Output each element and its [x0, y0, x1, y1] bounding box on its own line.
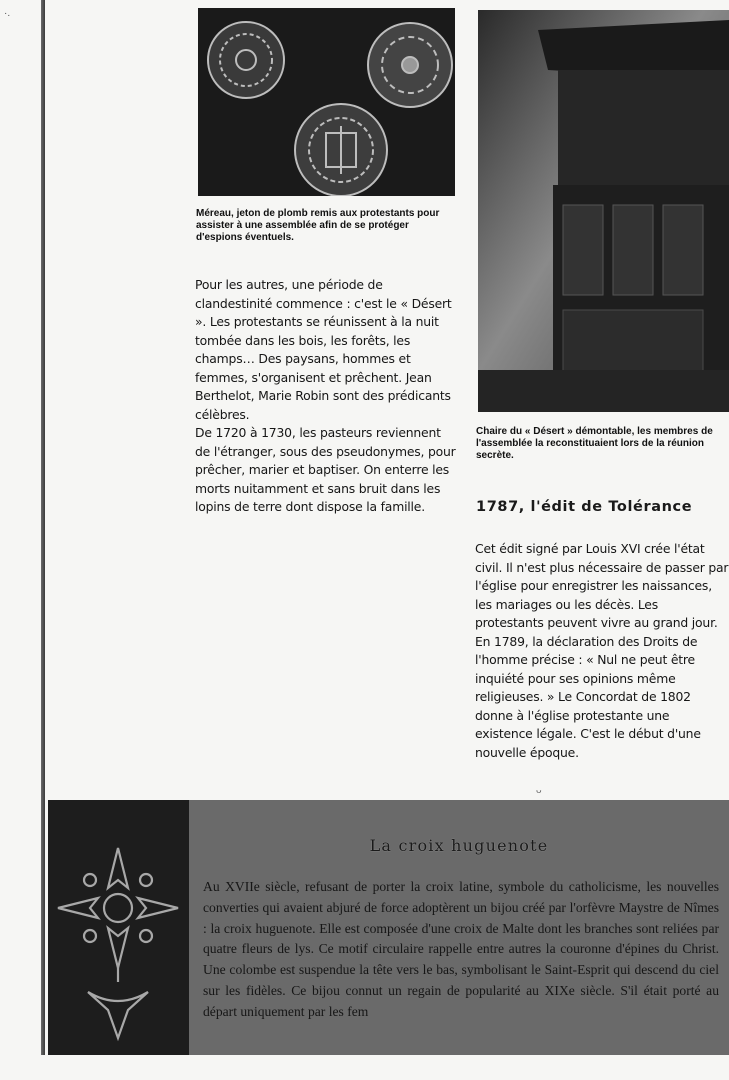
- right-column-text: [475, 540, 729, 762]
- photo-mereau-tokens: [198, 8, 455, 196]
- paragraph-edict: Cet édit signé par Louis XVI crée l'état civil. Il n'est plus nécessaire de passer par l'église pour enregistrer les naissances, les mariages ou les décès. Les protestants peuvent vivre au grand jour. En 1789, la déclaration des Droits de l'homme précise : « Nul ne peut être inquiété pour ses opinions même religieuses. » Le Concordat de 1802 donne à l'église protestante une existence légale. C'est le début d'une nouvelle époque.: [475, 541, 729, 760]
- scan-mark: ᴗ: [536, 785, 542, 796]
- left-column-text: [195, 276, 457, 517]
- paragraph-desert: Pour les autres, une période de clandestinité commence : c'est le « Désert ». Les protestants se réunissent à la nuit tombée dans les bois, les forêts, les champs… Des paysans, hommes et femmes, s'organisent et prêchent. Jean Berthelot, Marie Robin sont des prédicants célèbres.: [195, 277, 452, 422]
- caption-pulpit: Chaire du « Désert » démontable, les membres de l'assemblée la reconstituaient lors de la réunion secrète.: [476, 426, 713, 461]
- paragraph-pastors: De 1720 à 1730, les pasteurs reviennent de l'étranger, sous des pseudonymes, pour prêcher, marier et baptiser. On enterre les morts nuitamment et sans bruit dans les lopins de terre dont dispose la famille.: [195, 425, 456, 514]
- section-title-edict: 1787, l'édit de Tolérance: [476, 499, 693, 515]
- huguenot-cross-image: [48, 800, 189, 1055]
- binding-line: [41, 0, 45, 1055]
- caption-mereau: Méreau, jeton de plomb remis aux protestants pour assister à une assemblée afin de se protéger d'espions éventuels.: [196, 208, 440, 243]
- photo-desert-pulpit: [478, 10, 729, 412]
- scan-specks: ·.: [4, 8, 11, 19]
- box-title: La croix huguenote: [369, 836, 549, 855]
- huguenot-cross-box: [189, 800, 729, 1055]
- box-text: Au XVIIe siècle, refusant de porter la croix latine, symbole du catholicisme, les nouvelles converties qui avaient abjuré de force adoptèrent un bijou créé par l'orfèvre Maystre de Nîmes : la croix huguenote. Elle est composée d'une croix de Malte dont les branches sont reliées par quatre fleurs de lys. Ce motif circulaire rappelle entre autres la couronne d'épines du Christ. Une colombe est suspendue la tête vers le bas, symbolisant le Saint-Esprit qui descend du ciel sur les fidèles. Ce bijou connut un regain de popularité au XIXe siècle. S'il était porté au départ uniquement par les fem: [203, 879, 719, 1019]
